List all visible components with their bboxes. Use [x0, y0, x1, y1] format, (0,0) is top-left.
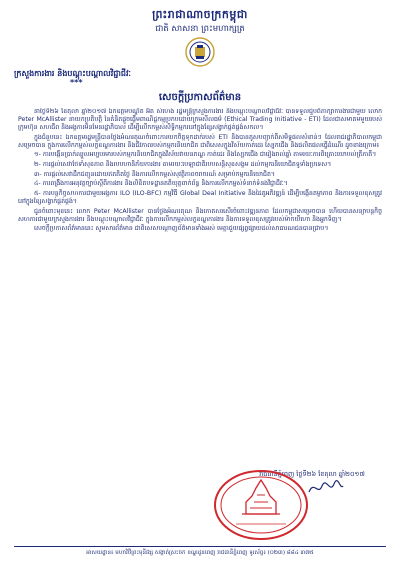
- paragraph: ៤- ការពង្រឹងការអនុវត្តច្បាប់ស្តីពីការងារ និងលិខិតបទដ្ឋានគតិយុត្តពាក់ព័ន្ធ និងការលើកកម្ពស់ទំនាក់ទំនងវិជ្ជាជីវៈ។: [34, 180, 288, 188]
- ministry-logo-icon: [184, 36, 216, 68]
- official-seal-icon: [212, 468, 310, 542]
- signature-icon: [306, 478, 346, 498]
- paragraph: ជូនចំពោះមុខនេះ លោក Peter McAllister បានថ្លែងអំណរគុណ និងកោតសរសើរចំពោះវឌ្ឍនភាព ដែលកម្ពុជាសម្រេចបាន ហើយបានសន្យាបន្តកិច្ចសហការជាមួយក្រសួងការងារ និងបណ្តុះបណ្តាលវិជ្ជាជីវៈ ក្នុងការលើកកម្ពស់លក្ខខណ្ឌការងារ និងការទទួលខុសត្រូវរបស់ម៉ាកយីហោ និងអ្នកទិញ។: [18, 207, 382, 223]
- paragraph: នាថ្ងៃទី២៦ ខែតុលា ឆ្នាំ២០១៧ ឯកឧត្តមបណ្ឌិត អ៊ិត សំហេង រដ្ឋមន្ត្រីក្រសួងការងារ និងបណ្តុះបណ្តាលវិជ្ជាជីវៈ បានទទួលជួបពិភាក្សាការងារជាមួយ លោក Peter McAllister នាយកប្រតិបត្តិ នៃគំនិតផ្តួចផ្តើមពាណិជ្ជកម្មប្រកបដោយក្រមសីលធម៌ (Ethical Trading Initiative - ETI) ដែលជាសមាគមមួយរបស់ក្រុមហ៊ុន សហជីព និងអង្គការមិនមែនរដ្ឋាភិបាល ដើម្បីលើកកម្ពស់សិទ្ធិកម្មករនៅក្នុងខ្សែសង្វាក់ផ្គត់ផ្គង់សកល។: [18, 108, 382, 132]
- footer-divider: [14, 546, 386, 547]
- kingdom-header: ព្រះរាជាណាចក្រកម្ពុជា: [152, 8, 248, 21]
- paragraph: ២- ការផ្តល់សេវាថែទាំសុខភាព និងរបបហានិភ័យការងារ តាមរយៈបេឡាជាតិរបបសន្តិសុខសង្គម ដល់កម្មករនិយោជិតទូទាំងប្រទេស។: [34, 161, 332, 169]
- paragraph: ១- ការបង្កើនប្រាក់ឈ្នួលអប្បបរមារបស់កម្មករនិយោជិតក្នុងវិស័យវាយនភណ្ឌ កាត់ដេរ និងស្បែកជើង ជារៀងរាល់ឆ្នាំ តាមរយៈការពិគ្រោះយោបល់ត្រីភាគី។: [34, 151, 377, 159]
- document-title: សេចក្តីប្រកាសព័ត៌មាន: [158, 92, 242, 103]
- paragraph: សេចក្តីប្រកាសព័ត៌មាននេះ សូមសារព័ត៌មាន ជាពិសេសបណ្តាញព័ត៌មានទាំងអស់ មេត្តាជួយផ្សព្វផ្សាយដល់សាធារណជនបានជ្រាប។: [34, 225, 329, 233]
- ministry-mark: ***: [70, 78, 83, 87]
- motto-header: ជាតិ សាសនា ព្រះមហាក្សត្រ: [155, 24, 245, 34]
- document-date: រាជធានីភ្នំពេញ ថ្ងៃទី២៦ ខែតុលា ឆ្នាំ២០១៧: [259, 470, 365, 478]
- paragraph: ៣- ការផ្តល់សេវាដឹកជញ្ជូនដោយឥតគិតថ្លៃ និងការលើកកម្ពស់សុវត្ថិភាពចរាចរណ៍ សម្រាប់កម្មករនិយោជិត។: [34, 170, 275, 178]
- ministry-name: ក្រសួងការងារ និងបណ្តុះបណ្តាលវិជ្ជាជីវៈ: [14, 69, 131, 78]
- footer-address: អាសយដ្ឋាន៖ មហាវិថីព្រះមុនីវង្ស សង្កាត់ស្រះចក ខណ្ឌដូនពេញ រាជធានីភ្នំពេញ ទូរស័ព្ទ៖ (០២៣) ៨៨៤ ៣៧៥: [86, 550, 314, 556]
- paragraph: ៥- ការបន្តកិច្ចសហការជាមួយអង្គការ ILO (ILO-BFC) កម្មវិធី Global Deal Initiative និងដៃគូអភិវឌ្ឍន៍ ដើម្បីបង្កើនតម្លាភាព និងការទទួលខុសត្រូវនៅក្នុងខ្សែសង្វាក់ផ្គត់ផ្គង់។: [18, 189, 382, 205]
- document-body: [18, 108, 382, 463]
- paragraph: ក្នុងជំនួបនេះ ឯកឧត្តមរដ្ឋមន្ត្រីបានថ្លែងអំណរគុណចំពោះការយកចិត្តទុកដាក់របស់ ETI និងបានគូសបញ្ជាក់ពីសមិទ្ធផលសំខាន់ៗ ដែលរាជរដ្ឋាភិបាលកម្ពុជាសម្រេចបាន ក្នុងការលើកកម្ពស់លក្ខខណ្ឌការងារ និងជីវភាពរបស់កម្មករនិយោជិត ជាពិសេសក្នុងវិស័យកាត់ដេរ ស្បែកជើង និងផលិតផលធ្វើដំណើរ ដូចខាងក្រោម៖: [18, 133, 382, 149]
